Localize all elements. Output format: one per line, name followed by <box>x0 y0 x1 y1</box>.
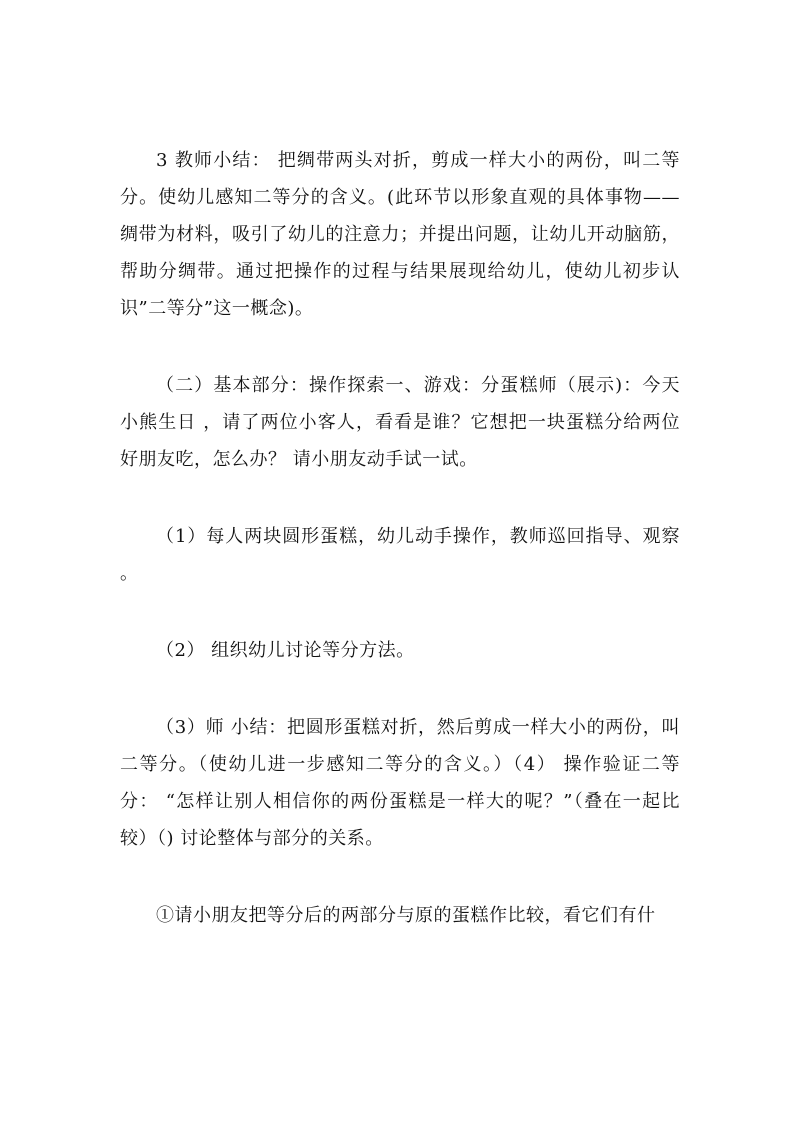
paragraph-step-2: （2） 组织幼儿讨论等分方法。 <box>156 640 415 661</box>
paragraph-teacher-summary: 3 教师小结： 把绸带两头对折，剪成一样大小的两份，叫二等分。使幼儿感知二等分的含义。(此环节以形象直观的具体事物——绸带为材料，吸引了幼儿的注意力；并提出问题，让幼儿开动脑筋，帮助分绸带。通过把操作的过程与结果展现给幼儿，使幼儿初步认识”二等分”这一概念)。 <box>120 150 680 319</box>
paragraph-compare: ①请小朋友把等分后的两部分与原的蛋糕作比较，看它们有什 <box>156 905 656 926</box>
paragraph-step-3: （3）师 小结：把圆形蛋糕对折，然后剪成一样大小的两份，叫二等分。（使幼儿进一步感知二等分的含义。）（4） 操作验证二等分： “怎样让别人相信你的两份蛋糕是一样大的呢？”（叠在一起比较）（) 讨论整体与部分的关系。 <box>120 717 680 849</box>
document-body <box>120 142 680 934</box>
paragraph-step-1: （1）每人两块圆形蛋糕，幼儿动手操作，教师巡回指导、观察 。 <box>120 526 680 584</box>
paragraph-basic-part: （二）基本部分：操作探索一、游戏：分蛋糕师（展示)：今天小熊生日 ，请了两位小客人，看看是谁？它想把一块蛋糕分给两位好朋友吃，怎么办？ 请小朋友动手试一试。 <box>120 375 680 470</box>
